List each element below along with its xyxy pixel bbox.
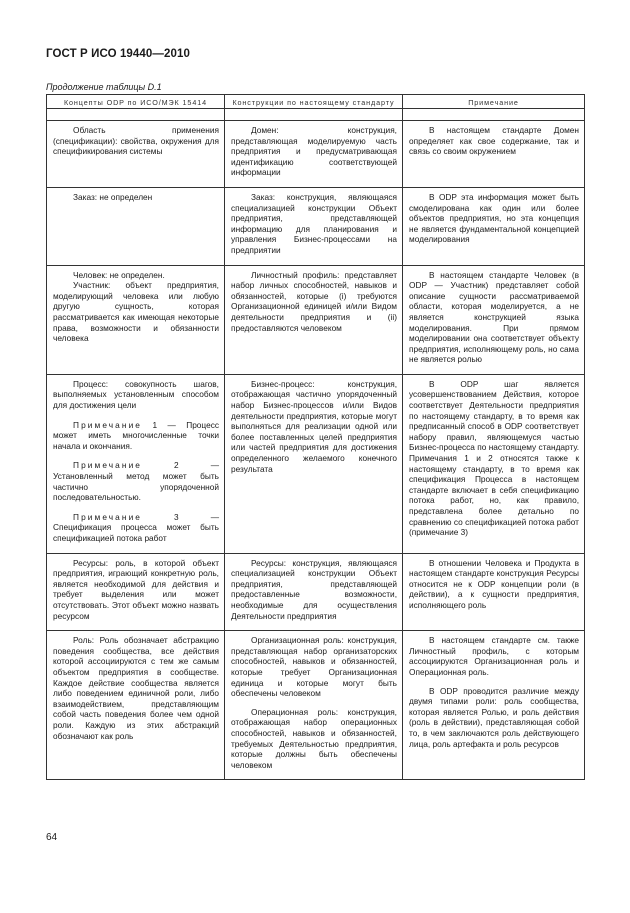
paragraph-text: Ресурсы: конструкция, являющаяся специализацией конструкции Объект предприятия, представляющей предоставленные возможности, необходимые для осуществления Деятельности предприятия	[231, 557, 397, 621]
table-row	[47, 374, 585, 553]
cell-odp	[47, 374, 225, 553]
note-label: Примечание	[73, 419, 143, 430]
paragraph-text: Организационная роль: конструкция, представляющая набор организаторских способностей, навыков и обязанностей, которые требует Организационная единица и которые могут быть обеспечены человеком	[231, 635, 397, 699]
page-number: 64	[46, 832, 58, 843]
table-body	[47, 109, 585, 780]
table-row	[47, 265, 585, 374]
paragraph-text: Бизнес-процесс: конструкция, отображающая частично упорядоченный набор Бизнес-процессов и/или Видов деятельности предприятия, которые могут выполняться для реализации одной или более поставленных целей предприятия или частей предприятия для достижения определенного желаемого конечного результата	[231, 378, 397, 474]
paragraph-text: В настоящем стандарте Человек (в ODP — Участник) представляет собой описание сущности рассматриваемой области, которая моделируется, а не является конструкцией языка моделирования. При прямом моделировании она соответствует объекту предприятия, исполняющему роль, но сама не является ролью	[409, 269, 579, 365]
cell-paragraph	[409, 192, 579, 245]
cell-paragraph	[53, 192, 219, 203]
table-spacer-row	[47, 109, 585, 121]
paragraph-text: В ODP проводится различие между двумя типами роли: роль сообщества, которая является Ролью, и роль действия (роль в действии), представляющая собой то, в чем заключаются роль действующего лица, роль артефакта и роль ресурсов	[409, 685, 579, 749]
note-label: Примечание	[73, 511, 143, 522]
spacer-cell	[47, 109, 225, 121]
cell-paragraph	[53, 280, 219, 344]
paragraph-text: В настоящем стандарте см. также Личностный профиль, с которым ассоциируются Организационная роль и Операционная роль.	[409, 635, 579, 677]
paragraph-text: Ресурсы: роль, в которой объект предприятия, играющий конкретную роль, является необходимой для действия и требует выделения или может отсутствовать. Этот объект можно назвать ресурсом	[53, 557, 219, 621]
spacer-cell	[403, 109, 585, 121]
table-container	[46, 94, 584, 780]
paragraph-text: 2 — Установленный метод может быть частично упорядоченной последовательностью.	[53, 460, 219, 503]
cell-paragraph	[231, 558, 397, 622]
cell-paragraph	[409, 686, 579, 750]
paragraph-text: Личностный профиль: представляет набор личных способностей, навыков и обязанностей, которые (i) требуются Организационной единицей и/или Видом деятельности предприятия и (ii) предоставляются человеком	[231, 269, 397, 333]
cell-paragraph	[231, 192, 397, 256]
paragraph-text: 3 — Спецификация процесса может быть спецификацией потока работ	[53, 511, 219, 543]
cell-paragraph	[53, 270, 219, 281]
spacer-cell	[225, 109, 403, 121]
table-row	[47, 631, 585, 780]
paragraph-text: В ODP эта информация может быть смоделирована как один или более объектов предприятия, но эта концепция не является фундаментальной концепцией моделирования	[409, 191, 579, 245]
table-row	[47, 553, 585, 631]
cell-odp	[47, 553, 225, 631]
cell-paragraph	[231, 707, 397, 771]
cell-paragraph	[53, 379, 219, 411]
cell-paragraph	[231, 635, 397, 699]
paragraph-text: В отношении Человека и Продукта в настоящем стандарте конструкция Ресурсы относится не к ODP концепции роли (в действии), а к сущности предприятия, исполняющего роль	[409, 557, 579, 610]
column-header-odp: Концепты ODP по ИСО/МЭК 15414	[47, 95, 225, 109]
paragraph-text: Процесс: совокупность шагов, выполняемых установленным способом для достижения цели	[53, 378, 219, 411]
cell-construct	[225, 121, 403, 188]
cell-paragraph	[409, 379, 579, 538]
note-label: Примечание	[73, 460, 143, 471]
cell-paragraph	[231, 125, 397, 178]
cell-paragraph	[53, 512, 219, 544]
cell-paragraph	[53, 460, 219, 502]
table-row	[47, 121, 585, 188]
cell-construct	[225, 265, 403, 374]
cell-construct	[225, 553, 403, 631]
cell-construct	[225, 631, 403, 780]
paragraph-text: Роль: Роль обозначает абстракцию поведения сообщества, все действия которой ассоциируются с тем же самым объектом предприятия в сообществе. Каждое действие сообщества является либо поведением единичной роли, либо взаимодействием, представляющим собой часть поведения более чем одной роли. Каждую из этих абстракций обозначают как роль	[53, 635, 219, 741]
cell-paragraph	[53, 125, 219, 157]
cell-odp	[47, 631, 225, 780]
concepts-table	[46, 94, 585, 780]
cell-paragraph	[231, 379, 397, 474]
cell-paragraph	[409, 125, 579, 157]
cell-paragraph	[409, 558, 579, 611]
cell-construct	[225, 374, 403, 553]
document-header: ГОСТ Р ИСО 19440—2010	[46, 48, 191, 60]
cell-paragraph	[231, 270, 397, 334]
paragraph-text: Домен: конструкция, представляющая моделируемую часть предприятия и предусматривающая идентификацию соответствующей информации	[231, 125, 397, 178]
table-row	[47, 187, 585, 265]
paragraph-text: В ODP шаг является усовершенствованием Действия, которое соответствует Деятельности предприятия по настоящему стандарту, в то время как предписанный способ в ODP соответствует набору правил, являющемуся частью Бизнес-процесса по настоящему стандарту. Примечания 1 и 2 относятся также к настоящему стандарту, в то время как спецификация Процесса в настоящем стандарте включает в себя спецификацию потока работ, но, как правило, представлена более детально по сравнению со спецификацией потока работ (примечание 3)	[409, 378, 579, 538]
table-header-row	[47, 95, 585, 109]
cell-note	[403, 631, 585, 780]
cell-construct	[225, 187, 403, 265]
cell-odp	[47, 187, 225, 265]
column-header-construct: Конструкции по настоящему стандарту	[225, 95, 403, 109]
cell-paragraph	[53, 420, 219, 452]
cell-paragraph	[53, 635, 219, 741]
cell-note	[403, 121, 585, 188]
paragraph-text: Область применения (спецификации): свойства, окружения для спецификирования системы	[53, 125, 219, 157]
cell-paragraph	[409, 270, 579, 365]
cell-paragraph	[409, 635, 579, 677]
paragraph-text: Заказ: конструкция, являющаяся специализацией конструкции Объект предприятия, представляющей информацию для планирования и управления Бизнес-процессами на предприятии	[231, 191, 397, 255]
paragraph-text: Человек: не определен.	[73, 269, 165, 280]
cell-odp	[47, 121, 225, 188]
cell-paragraph	[53, 558, 219, 622]
paragraph-text: Заказ: не определен	[73, 191, 153, 202]
paragraph-text: Операционная роль: конструкция, отображающая набор операционных способностей, навыков и обязанностей, требуемых Деятельностью предприятия, которые должны быть обеспечены человеком	[231, 706, 397, 770]
cell-note	[403, 553, 585, 631]
cell-note	[403, 187, 585, 265]
cell-note	[403, 374, 585, 553]
column-header-note: Примечание	[403, 95, 585, 109]
cell-odp	[47, 265, 225, 374]
table-caption: Продолжение таблицы D.1	[46, 82, 162, 92]
paragraph-text: Участник: объект предприятия, моделирующий человека или любую другую сущность, которая рассматривается как имеющая некоторые права, возможности и обязанности человека	[53, 280, 219, 344]
paragraph-text: 1 — Процесс может иметь многочисленные точки начала и окончания.	[53, 419, 219, 451]
paragraph-text: В настоящем стандарте Домен определяет как свое содержание, так и связь со своим окружением	[409, 125, 579, 157]
cell-note	[403, 265, 585, 374]
